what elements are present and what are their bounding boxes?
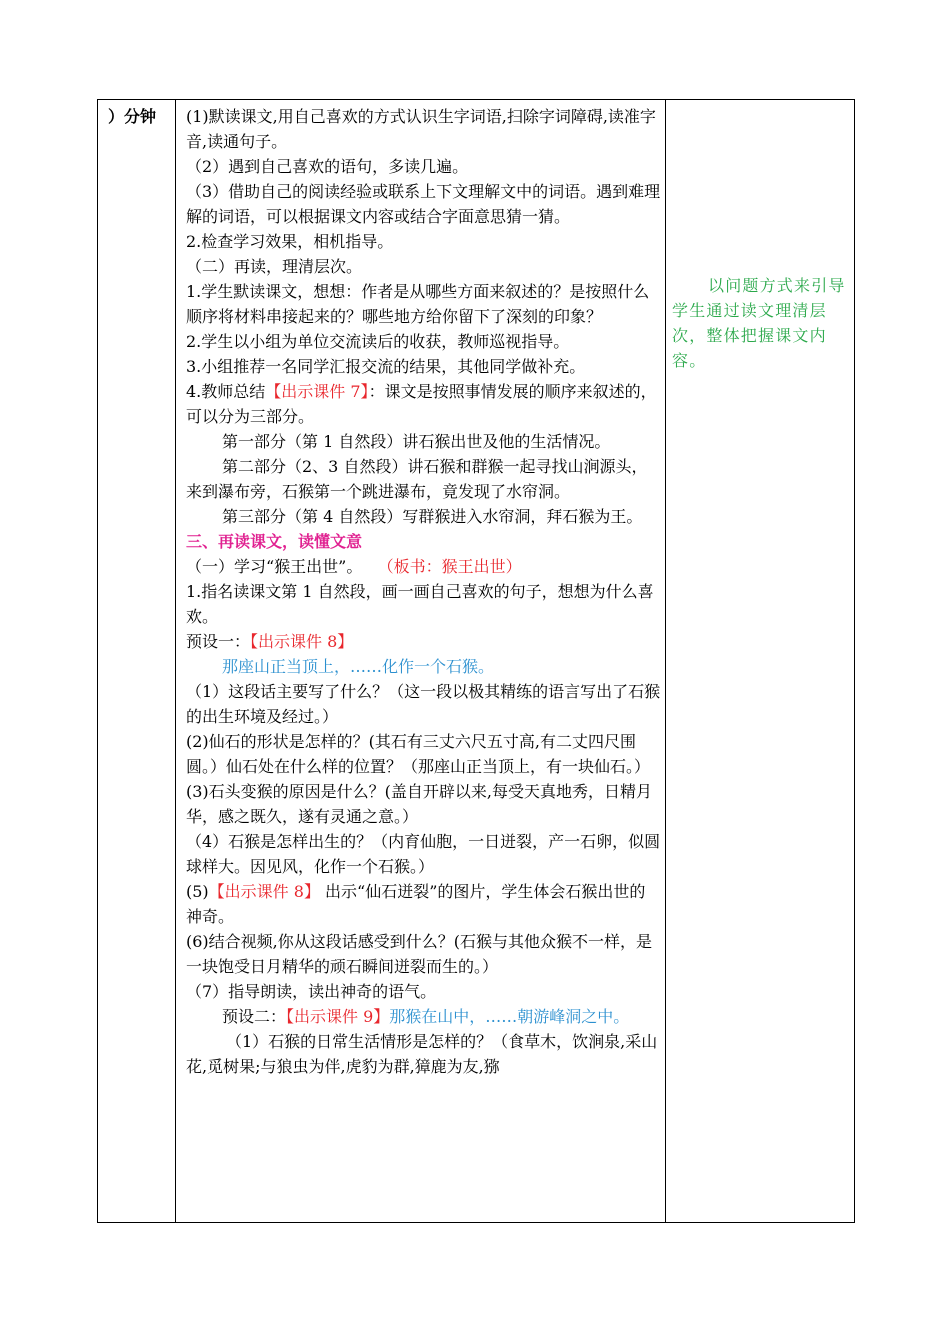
line <box>186 1004 661 1029</box>
courseware-tag: 【出示课件 8】 <box>250 632 354 651</box>
line: （二）再读，理清层次。 <box>186 257 363 276</box>
line: 第一部分（第 1 自然段）讲石猴出世及他的生活情况。 <box>222 432 611 451</box>
section-heading: 三、再读课文，读懂文意 <box>186 532 363 551</box>
line: 3.小组推荐一名同学汇报交流的结果，其他同学做补充。 <box>186 357 586 376</box>
line: 2.检查学习效果，相机指导。 <box>186 232 394 251</box>
line: （7）指导朗读，读出神奇的语气。 <box>186 982 437 1001</box>
text: ：课文是按照事情发展的顺序来叙述的，可以分为三部分。 <box>186 382 657 426</box>
text: 预设一： <box>186 632 251 651</box>
line: （1）这段话主要写了什么？（这一段以极其精练的语言写出了石猴的出生环境及经过。） <box>186 682 661 726</box>
blackboard-note: （板书：猴王出世） <box>377 557 522 576</box>
quote-line: 那座山正当顶上，……化作一个石猴。 <box>222 657 495 676</box>
time-cell: ）分钟 <box>98 100 176 1222</box>
line: （1）石猴的日常生活情形是怎样的？（食草木，饮涧泉,采山花,觅树果;与狼虫为伴,虎豹为群,獐鹿为友,猕 <box>186 1032 658 1076</box>
courseware-tag: 【出示课件 8】 <box>208 882 320 901</box>
text: 4.教师总结 <box>186 382 266 401</box>
text: (5) <box>186 882 209 901</box>
line <box>186 379 661 429</box>
courseware-tag: 【出示课件 9】 <box>286 1007 390 1026</box>
line <box>186 879 661 929</box>
line: (6)结合视频,你从这段话感受到什么？(石猴与其他众猴不一样，是一块饱受日月精华的顽石瞬间迸裂而生的。） <box>186 932 652 976</box>
line: （4）石猴是怎样出生的？（内育仙胞，一日迸裂，产一石卵，似圆球样大。因见风，化作一个石猴。） <box>186 832 661 876</box>
courseware-tag: 【出示课件 7】 <box>265 382 369 401</box>
text: 出示“仙石迸裂”的图片，学生体会石猴出世的神奇。 <box>186 882 646 926</box>
quote-text: 那猴在山中，……朝游峰洞之中。 <box>389 1007 630 1026</box>
line: 1.学生默读课文，想想：作者是从哪些方面来叙述的？是按照什么顺序将材料串接起来的？哪些地方给你留下了深刻的印象？ <box>186 282 650 326</box>
design-intent-cell <box>666 100 854 1222</box>
line: 1.指名读课文第 1 自然段，画一画自己喜欢的句子，想想为什么喜欢。 <box>186 582 654 626</box>
design-intent-text: 以问题方式来引导学生通过读文理清层次，整体把握课文内容。 <box>672 276 846 370</box>
lesson-plan-table <box>97 99 855 1223</box>
line: (1)默读课文,用自己喜欢的方式认识生字词语,扫除字词障碍,读准字音,读通句子。 <box>186 107 656 151</box>
line: 第二部分（2、3 自然段）讲石猴和群猴一起寻找山涧源头，来到瀑布旁，石猴第一个跳进瀑布，竟发现了水帘洞。 <box>186 457 648 501</box>
line: （2）遇到自己喜欢的语句，多读几遍。 <box>186 157 469 176</box>
line <box>186 629 661 654</box>
line: (2)仙石的形状是怎样的？(其石有三丈六尺五寸高,有二丈四尺围圆。）仙石处在什么样的位置？（那座山正当顶上，有一块仙石。） <box>186 732 651 776</box>
line: 2.学生以小组为单位交流读后的收获，教师巡视指导。 <box>186 332 570 351</box>
text: 预设二： <box>222 1007 287 1026</box>
line: （3）借助自己的阅读经验或联系上下文理解文中的词语。遇到难理解的词语，可以根据课文内容或结合字面意思猜一猜。 <box>186 182 661 226</box>
text: （一）学习“猴王出世”。 <box>186 557 363 576</box>
line <box>186 554 661 579</box>
line: 第三部分（第 4 自然段）写群猴进入水帘洞，拜石猴为王。 <box>222 507 643 526</box>
line: (3)石头变猴的原因是什么？(盖自开辟以来,每受天真地秀，日精月华，感之既久，遂有灵通之意。） <box>186 782 652 826</box>
teaching-process-cell <box>176 100 666 1222</box>
